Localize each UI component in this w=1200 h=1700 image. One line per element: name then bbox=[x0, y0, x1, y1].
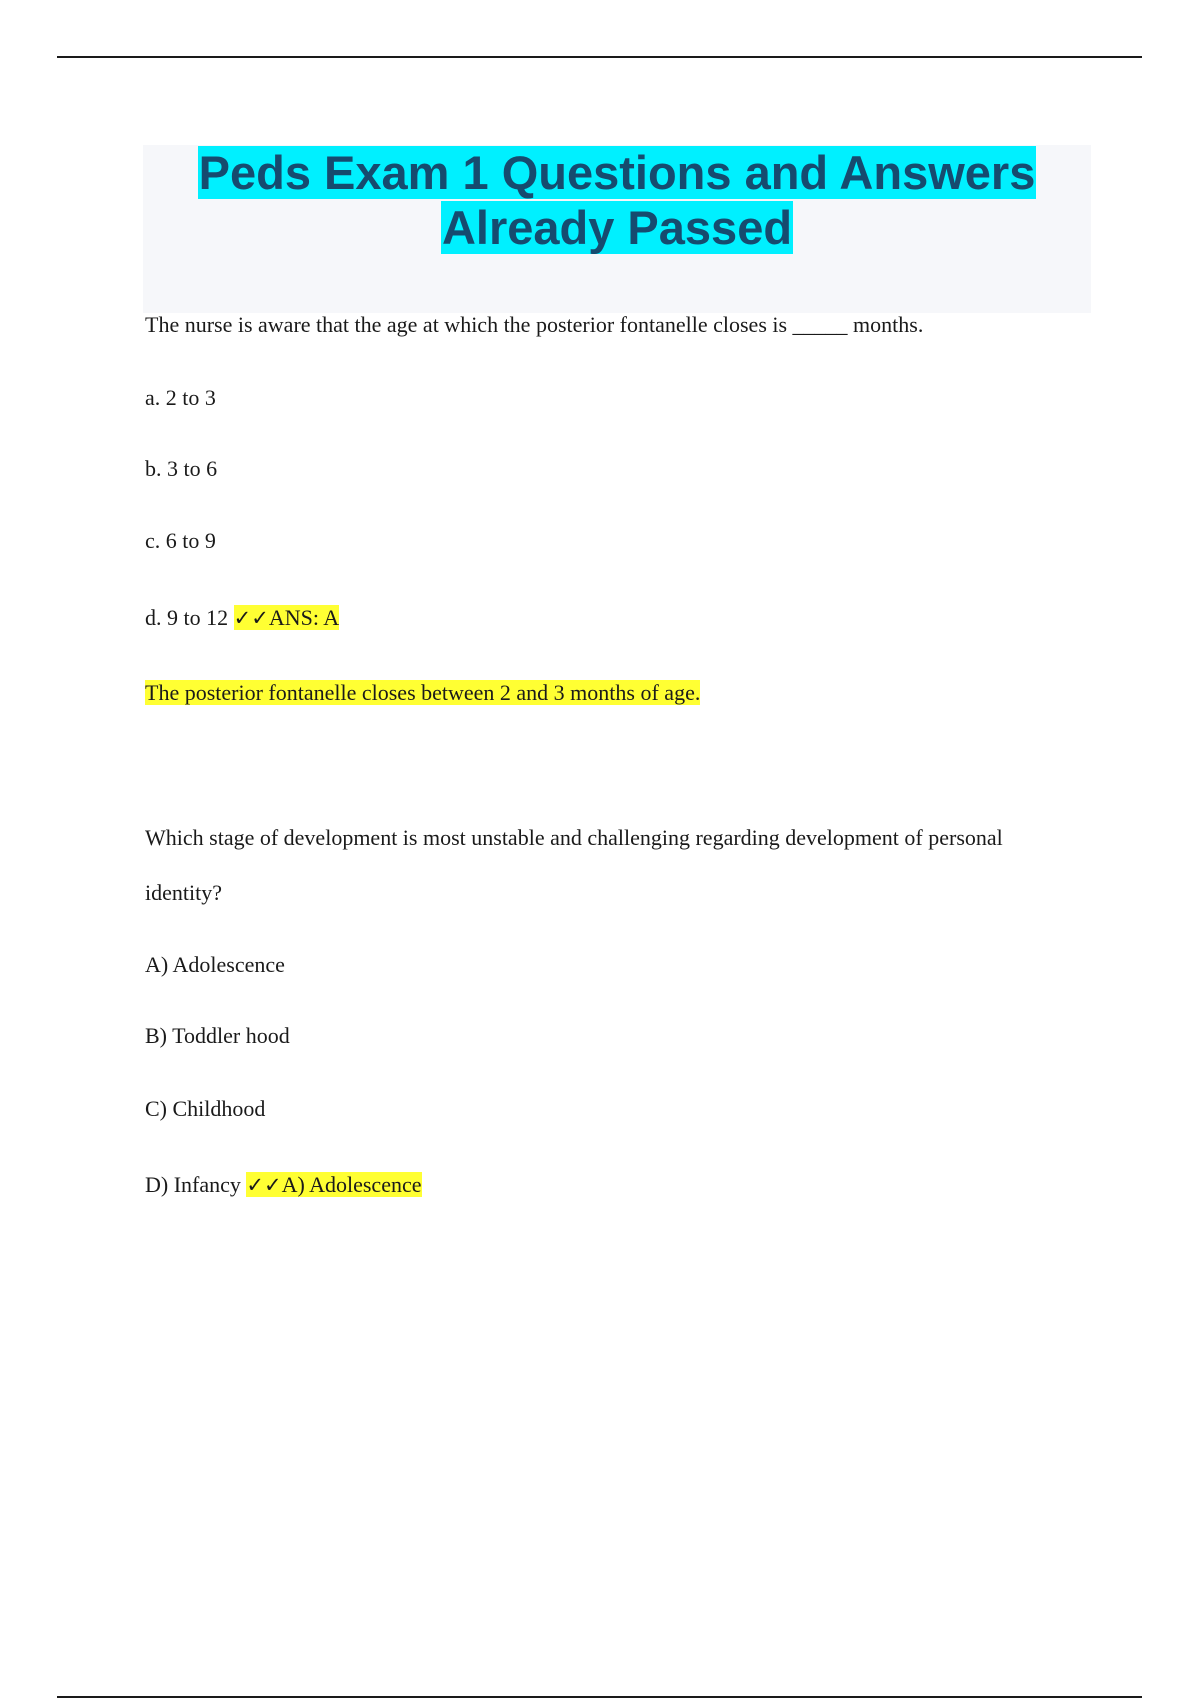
question-1-rationale: The posterior fontanelle closes between 2 and 3 months of age. bbox=[145, 680, 701, 705]
question-1-answer-highlight bbox=[234, 605, 340, 630]
title-line-1: Peds Exam 1 Questions and Answers bbox=[198, 146, 1036, 199]
question-2-text-line-2: identity? bbox=[145, 880, 222, 905]
question-2-option-a: A) Adolescence bbox=[145, 952, 285, 977]
question-1-text: The nurse is aware that the age at which the posterior fontanelle closes is _____ months. bbox=[145, 312, 924, 337]
question-2-answer: A) Adolescence bbox=[281, 1172, 422, 1197]
question-1-option-d: d. 9 to 12 bbox=[145, 605, 229, 630]
double-check-icon: ✓✓ bbox=[233, 606, 269, 630]
title-line-2: Already Passed bbox=[441, 201, 793, 254]
question-2-option-b: B) Toddler hood bbox=[145, 1023, 290, 1048]
question-1-option-a: a. 2 to 3 bbox=[145, 385, 216, 410]
title-block bbox=[143, 145, 1091, 313]
document-title bbox=[143, 145, 1091, 255]
question-2-option-c: C) Childhood bbox=[145, 1096, 266, 1121]
question-2-text-line-1: Which stage of development is most unstable and challenging regarding development of personal bbox=[145, 825, 1003, 850]
footer-rule bbox=[57, 1696, 1142, 1698]
question-2-answer-highlight bbox=[246, 1172, 421, 1197]
question-2-option-d: D) Infancy bbox=[145, 1172, 241, 1197]
question-1-option-c: c. 6 to 9 bbox=[145, 528, 216, 553]
question-1-rationale-line bbox=[145, 678, 700, 708]
question-2-option-d-line bbox=[145, 1170, 422, 1200]
question-1-option-b: b. 3 to 6 bbox=[145, 456, 218, 481]
header-rule bbox=[57, 56, 1142, 58]
question-1-answer: ANS: A bbox=[268, 605, 340, 630]
question-1-option-d-line bbox=[145, 603, 339, 633]
double-check-icon: ✓✓ bbox=[246, 1173, 282, 1197]
